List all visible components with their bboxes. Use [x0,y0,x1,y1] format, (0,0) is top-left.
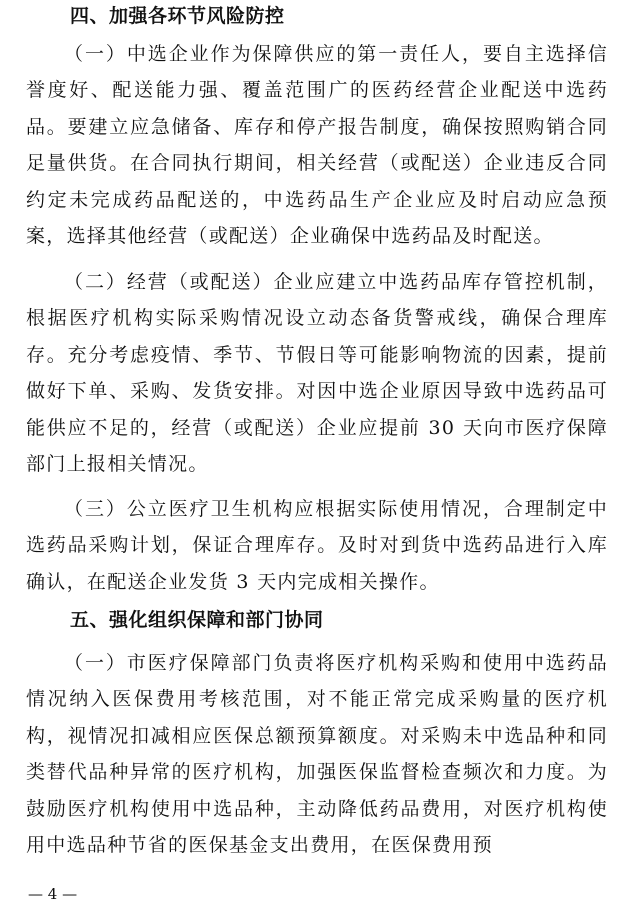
paragraph-4-2: （二）经营（或配送）企业应建立中选药品库存管控机制，根据医疗机构实际采购情况设立动态备货警戒线，确保合理库存。充分考虑疫情、季节、节假日等可能影响物流的因素，提前做好下单、采购、发货安排。对因中选企业原因导致中选药品可能供应不足的，经营（或配送）企业应提前 30 天向市医疗保障部门上报相关情况。 [26,271,608,476]
page-number: — 4 — [28,885,78,903]
section-heading-4: 四、加强各环节风险防控 [70,5,285,27]
paragraph-5-1: （一）市医疗保障部门负责将医疗机构采购和使用中选药品情况纳入医保费用考核范围，对不能正常完成采购量的医疗机构，视情况扣减相应医保总额预算额度。对采购未中选品种和同类替代品种异常的医疗机构，加强医保监督检查频次和力度。为鼓励医疗机构使用中选品种，主动降低药品费用，对医疗机构使用中选品种节省的医保基金支出费用，在医保费用预 [26,652,608,857]
section-heading-5: 五、强化组织保障和部门协同 [70,609,324,631]
paragraph-4-3: （三）公立医疗卫生机构应根据实际使用情况，合理制定中选药品采购计划，保证合理库存。及时对到货中选药品进行入库确认，在配送企业发货 3 天内完成相关操作。 [26,498,608,593]
paragraph-4-1: （一）中选企业作为保障供应的第一责任人，要自主选择信誉度好、配送能力强、覆盖范围广的医药经营企业配送中选药品。要建立应急储备、库存和停产报告制度，确保按照购销合同足量供货。在合同执行期间，相关经营（或配送）企业违反合同约定未完成药品配送的，中选药品生产企业应及时启动应急预案，选择其他经营（或配送）企业确保中选药品及时配送。 [26,43,608,248]
